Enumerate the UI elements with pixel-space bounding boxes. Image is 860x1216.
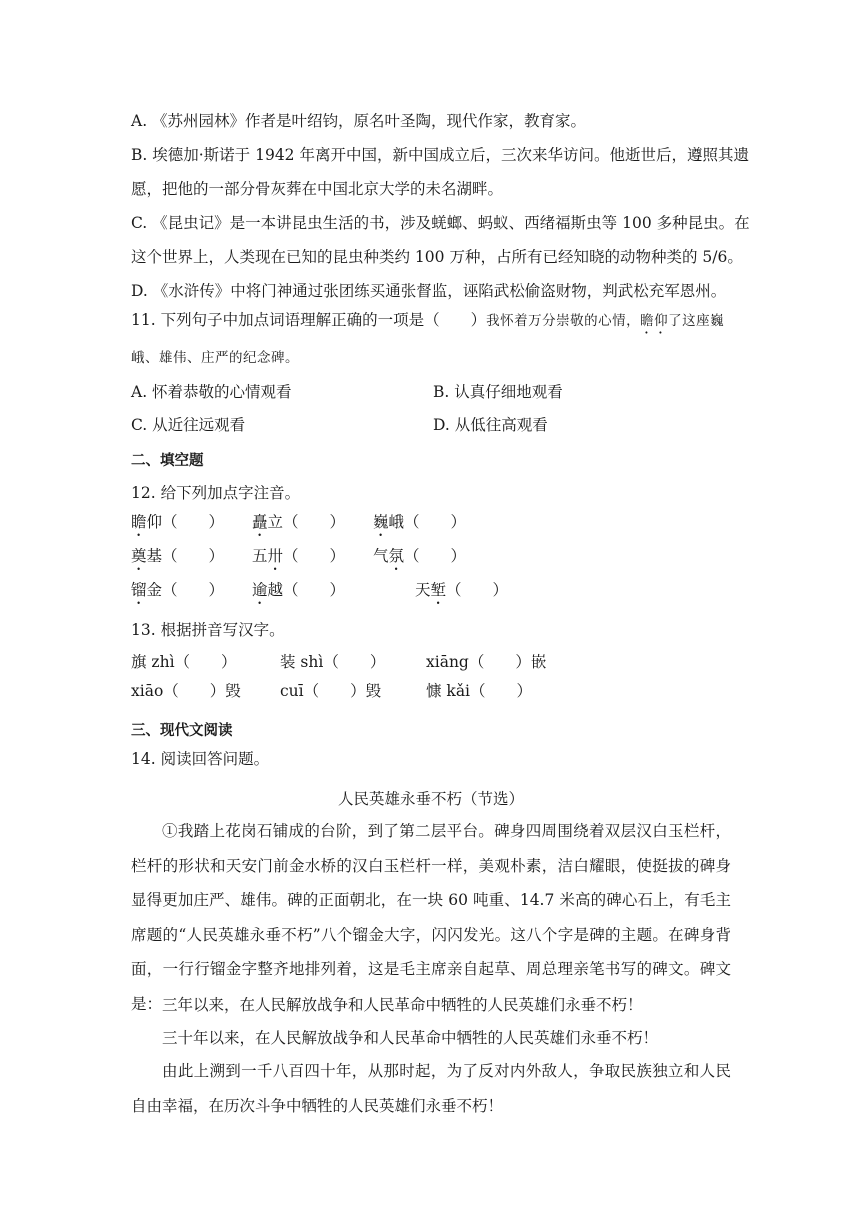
q13-item: 旗 zhì（ ） xyxy=(131,653,237,671)
q12-dotted-char: 堑 xyxy=(430,581,447,599)
q12-stem: 12. 给下列加点字注音。 xyxy=(131,484,301,502)
passage-paragraph-3: 三十年以来，在人民解放战争和人民革命中牺牲的人民英雄们永垂不朽！ xyxy=(162,1029,659,1047)
q11-dotted-word: 瞻仰 xyxy=(640,313,669,329)
q12-dotted-char: 矗 xyxy=(252,513,268,531)
q12-dotted-char: 逾 xyxy=(252,581,268,599)
q12-item xyxy=(131,546,224,574)
q11-sentence-before: 我怀着万分崇敬的心情， xyxy=(486,313,641,329)
q10-option-c-line1: C. 《昆虫记》是一本讲昆虫生活的书，涉及蜣螂、蚂蚁、西绪福斯虫等 100 多种昆虫。在 xyxy=(131,214,750,232)
q12-item-rest: （ ） xyxy=(283,547,346,565)
q12-dotted-char: 巍 xyxy=(373,513,389,531)
q11-sentence-after: 了这座巍 xyxy=(668,313,725,329)
q12-item xyxy=(373,546,466,574)
q13-item: xiāng（ ）嵌 xyxy=(426,653,547,671)
q12-item xyxy=(252,512,345,540)
q12-item-rest: 越（ ） xyxy=(267,581,346,599)
q12-item-rest: 金（ ） xyxy=(146,581,225,599)
q12-dotted-char: 瞻 xyxy=(131,513,147,531)
q10-option-d: D. 《水浒传》中将门神通过张团练买通张督监，诬陷武松偷盗财物，判武松充军恩州。 xyxy=(131,282,727,300)
q10-option-b-line2: 愿，把他的一部分骨灰葬在中国北京大学的未名湖畔。 xyxy=(131,180,504,198)
q12-item-rest: 立（ ） xyxy=(267,513,346,531)
q13-item: cuī（ ）毁 xyxy=(280,682,382,700)
q13-item: 装 shì（ ） xyxy=(280,653,386,671)
passage-paragraph-4: 由此上溯到一千八百四十年，从那时起，为了反对内外敌人，争取民族独立和人民自由幸福，在历次斗争中牺牲的人民英雄们永垂不朽！ xyxy=(131,1062,731,1115)
q12-item-pre: 五 xyxy=(252,547,268,565)
q11-option-b: B. 认真仔细地观看 xyxy=(433,383,563,401)
q11-option-c: C. 从近往远观看 xyxy=(131,416,246,434)
section-heading-reading: 三、现代文阅读 xyxy=(131,723,233,739)
q12-dotted-char: 奠 xyxy=(131,547,147,565)
q12-dotted-char: 卅 xyxy=(267,547,284,565)
q10-option-c-line2: 这个世界上，人类现在已知的昆虫种类约 100 万种，占所有已经知晓的动物种类的 5/6。 xyxy=(131,248,743,266)
q12-item xyxy=(252,580,345,608)
q10-option-b-line1: B. 埃德加·斯诺于 1942 年离开中国，新中国成立后，三次来华访问。他逝世后，遵照其遗 xyxy=(131,146,749,164)
q12-item-rest: 仰（ ） xyxy=(146,513,225,531)
q13-stem: 13. 根据拼音写汉字。 xyxy=(131,621,285,639)
q12-item xyxy=(373,512,466,540)
q12-item-rest: （ ） xyxy=(446,581,509,599)
q12-item-rest: （ ） xyxy=(404,547,467,565)
q11-stem-line1 xyxy=(131,310,724,337)
q10-option-a: A. 《苏州园林》作者是叶绍钧，原名叶圣陶，现代作家，教育家。 xyxy=(131,112,587,130)
q11-stem: 11. 下列句子中加点词语理解正确的一项是（ ） xyxy=(131,311,487,329)
q11-option-a: A. 怀着恭敬的心情观看 xyxy=(131,383,292,401)
q12-item xyxy=(252,546,345,574)
q12-item-rest: 基（ ） xyxy=(146,547,225,565)
passage-paragraph-2: 三年以来，在人民解放战争和人民革命中牺牲的人民英雄们永垂不朽！ xyxy=(162,996,643,1014)
q12-item-pre: 天 xyxy=(415,581,431,599)
q12-item-pre: 气 xyxy=(373,547,389,565)
passage-paragraph-1: ①我踏上花岗石铺成的台阶，到了第二层平台。碑身四周围绕着双层汉白玉栏杆，栏杆的形状和天安门前金水桥的汉白玉栏杆一样，美观朴素，洁白耀眼，使挺拔的碑身显得更加庄严、雄伟。碑的正面朝北，在一块 60 吨重、14.7 米高的碑心石上，有毛主席题的“人民英雄永垂不朽”八个镏金大字，闪闪发光。这八个字是碑的主题。在碑身背面，一行行镏金字整齐地排列着，这是毛主席亲自起草、周总理亲笔书写的碑文。碑文是： xyxy=(131,822,731,1013)
q12-item xyxy=(131,580,224,608)
passage-title: 人民英雄永垂不朽（节选） xyxy=(337,790,524,808)
q13-item: 慷 kǎi（ ） xyxy=(426,682,533,700)
q11-stem-line2: 峨、雄伟、庄严的纪念碑。 xyxy=(131,350,299,366)
q12-item xyxy=(131,512,224,540)
q12-dotted-char: 氛 xyxy=(388,547,405,565)
q13-item: xiāo（ ）毁 xyxy=(131,682,241,700)
q12-item-rest: 峨（ ） xyxy=(388,513,467,531)
q12-item xyxy=(415,580,508,608)
section-heading-fill-in: 二、填空题 xyxy=(131,453,204,469)
q11-option-d: D. 从低往高观看 xyxy=(433,416,548,434)
q14-stem: 14. 阅读回答问题。 xyxy=(131,750,270,768)
q12-dotted-char: 镏 xyxy=(131,581,147,599)
